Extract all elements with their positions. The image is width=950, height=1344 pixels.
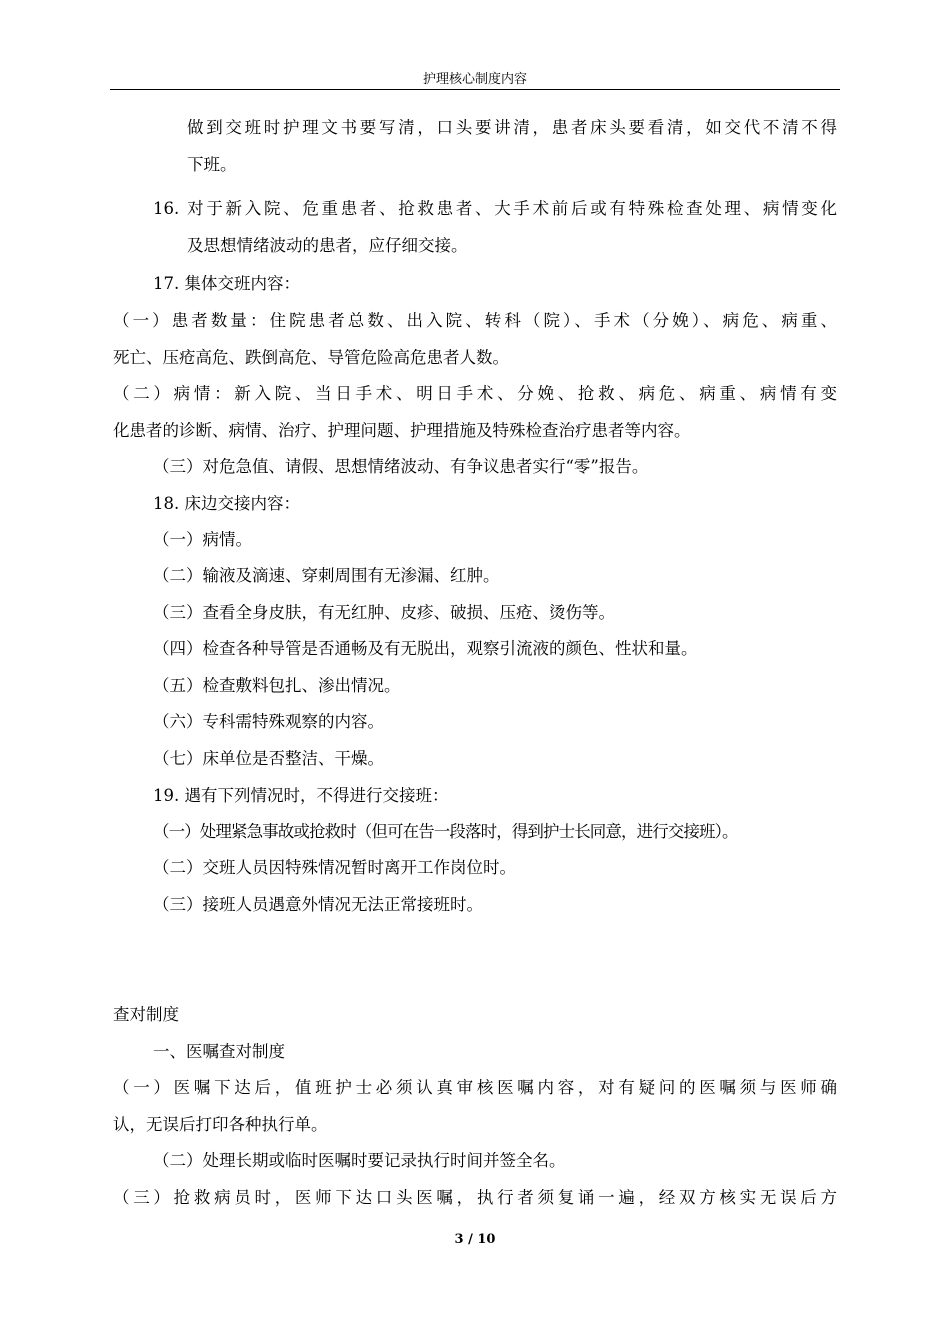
text-line: （七）床单位是否整洁、干燥。 xyxy=(153,749,384,768)
text-line: （一）患者数量：住院患者总数、出入院、转科（院）、手术（分娩）、病危、病重、 xyxy=(113,311,837,330)
text-line: （四）检查各种导管是否通畅及有无脱出，观察引流液的颜色、性状和量。 xyxy=(153,639,698,658)
text-line: （三）抢救病员时，医师下达口头医嘱，执行者须复诵一遍，经双方核实无误后方 xyxy=(113,1188,837,1207)
text-line: 死亡、压疮高危、跌倒高危、导管危险高危患者人数。 xyxy=(113,348,509,367)
text-line: 17. 集体交班内容： xyxy=(153,274,300,293)
text-line: （二）交班人员因特殊情况暂时离开工作岗位时。 xyxy=(153,858,516,877)
section-title: 查对制度 xyxy=(113,1005,179,1024)
text-line: 认，无误后打印各种执行单。 xyxy=(113,1115,328,1134)
text-line: 19. 遇有下列情况时，不得进行交接班： xyxy=(153,786,449,805)
header-title: 护理核心制度内容 xyxy=(422,72,527,87)
text-line: 18. 床边交接内容： xyxy=(153,494,300,513)
text-line: （一）病情。 xyxy=(153,530,252,549)
subsection-title: 一、医嘱查对制度 xyxy=(153,1042,285,1061)
text-line: 做到交班时护理文书要写清，口头要讲清，患者床头要看清，如交代不清不得 xyxy=(187,118,837,137)
page-number: 3 / 10 xyxy=(454,1232,496,1247)
page-footer xyxy=(0,1232,950,1247)
text-line: 化患者的诊断、病情、治疗、护理问题、护理措施及特殊检查治疗患者等内容。 xyxy=(113,421,691,440)
text-line: 16. 对于新入院、危重患者、抢救患者、大手术前后或有特殊检查处理、病情变化 xyxy=(153,199,837,218)
text-line: （一）处理紧急事故或抢救时（但可在告一段落时，得到护士长同意，进行交接班）。 xyxy=(153,822,738,841)
page-header xyxy=(110,70,840,90)
text-line: （五）检查敷料包扎、渗出情况。 xyxy=(153,676,401,695)
text-line: （六）专科需特殊观察的内容。 xyxy=(153,712,384,731)
text-line: （一）医嘱下达后，值班护士必须认真审核医嘱内容，对有疑问的医嘱须与医师确 xyxy=(113,1078,837,1097)
text-line: （三）查看全身皮肤，有无红肿、皮疹、破损、压疮、烫伤等。 xyxy=(153,603,615,622)
header-rule xyxy=(110,89,840,90)
text-line: （二）输液及滴速、穿刺周围有无渗漏、红肿。 xyxy=(153,566,500,585)
text-line: 下班。 xyxy=(187,155,237,174)
text-line: （二）病情：新入院、当日手术、明日手术、分娩、抢救、病危、病重、病情有变 xyxy=(113,384,837,403)
text-line: （二）处理长期或临时医嘱时要记录执行时间并签全名。 xyxy=(153,1151,566,1170)
text-line: 及思想情绪波动的患者，应仔细交接。 xyxy=(187,236,468,255)
text-line: （三）对危急值、请假、思想情绪波动、有争议患者实行“零”报告。 xyxy=(153,457,649,476)
text-line: （三）接班人员遇意外情况无法正常接班时。 xyxy=(153,895,483,914)
